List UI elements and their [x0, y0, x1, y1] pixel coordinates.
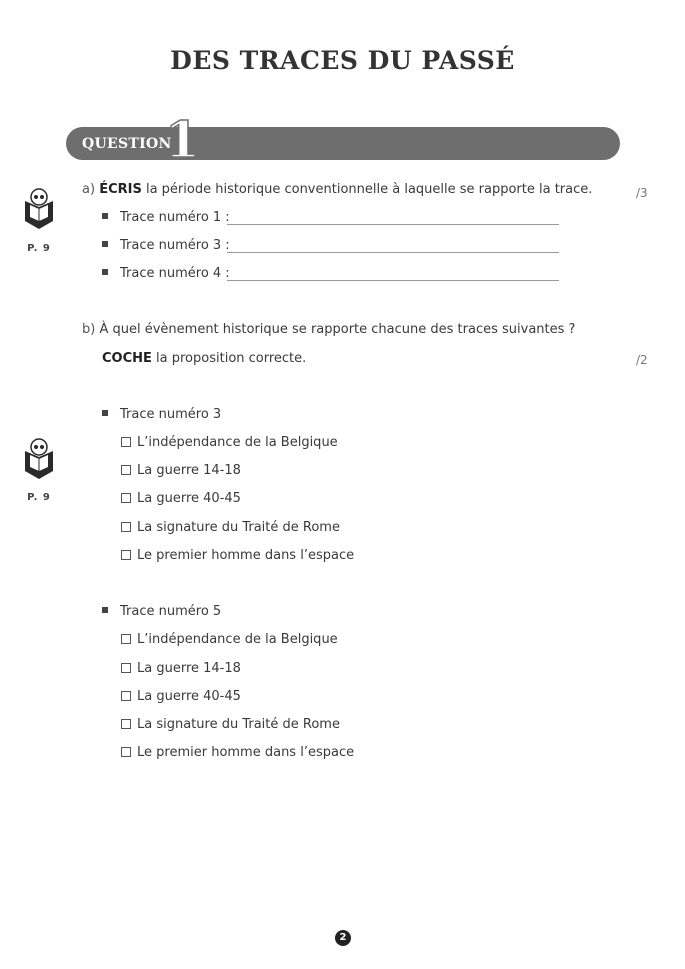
- checkbox-icon[interactable]: [121, 634, 131, 644]
- trace-label: Trace numéro 3 :: [120, 238, 230, 253]
- square-bullet-icon: [102, 213, 108, 219]
- trace-heading: [102, 604, 221, 619]
- checkbox-option[interactable]: [121, 717, 340, 732]
- list-item: [102, 238, 230, 253]
- checkbox-option[interactable]: [121, 491, 241, 506]
- checkbox-icon[interactable]: [121, 550, 131, 560]
- trace-label: Trace numéro 5: [120, 604, 222, 619]
- checkbox-option[interactable]: [121, 689, 241, 704]
- checkbox-option[interactable]: [121, 745, 354, 760]
- question-label: QUESTION: [82, 136, 172, 152]
- option-label: La signature du Traité de Rome: [137, 520, 340, 535]
- list-item: [102, 210, 230, 225]
- book-reader-icon: [23, 187, 55, 231]
- part-b-instruction-text: la proposition correcte.: [151, 351, 307, 366]
- square-bullet-icon: [102, 410, 108, 416]
- checkbox-icon[interactable]: [121, 691, 131, 701]
- answer-line[interactable]: [227, 252, 559, 253]
- option-label: La guerre 40-45: [137, 491, 241, 506]
- trace-label: Trace numéro 3: [120, 407, 222, 422]
- part-a-letter: a): [82, 182, 96, 197]
- square-bullet-icon: [102, 269, 108, 275]
- trace-label: Trace numéro 4 :: [120, 266, 230, 281]
- part-a-instruction: [82, 182, 592, 197]
- checkbox-option[interactable]: [121, 520, 340, 535]
- checkbox-icon[interactable]: [121, 522, 131, 532]
- part-b-letter: b): [82, 322, 96, 337]
- part-b-instruction: [102, 351, 306, 366]
- checkbox-icon[interactable]: [121, 465, 131, 475]
- option-label: La guerre 14-18: [137, 661, 241, 676]
- checkbox-option[interactable]: [121, 463, 241, 478]
- option-label: La signature du Traité de Rome: [137, 717, 340, 732]
- list-item: [102, 266, 230, 281]
- page-number: 2: [335, 930, 351, 946]
- square-bullet-icon: [102, 241, 108, 247]
- part-b-score: /2: [636, 353, 648, 367]
- part-b-verb: COCHE: [102, 351, 152, 366]
- checkbox-option[interactable]: [121, 661, 241, 676]
- page-reference: P. 9: [27, 492, 51, 503]
- checkbox-icon[interactable]: [121, 493, 131, 503]
- checkbox-icon[interactable]: [121, 747, 131, 757]
- trace-label: Trace numéro 1 :: [120, 210, 230, 225]
- part-a-score: /3: [636, 186, 648, 200]
- part-b-question: [82, 322, 575, 337]
- option-label: L’indépendance de la Belgique: [137, 435, 338, 450]
- option-label: La guerre 40-45: [137, 689, 241, 704]
- checkbox-icon[interactable]: [121, 719, 131, 729]
- option-label: Le premier homme dans l’espace: [137, 745, 355, 760]
- checkbox-option[interactable]: [121, 632, 338, 647]
- option-label: L’indépendance de la Belgique: [137, 632, 338, 647]
- answer-line[interactable]: [227, 224, 559, 225]
- checkbox-icon[interactable]: [121, 437, 131, 447]
- part-b-text: À quel évènement historique se rapporte chacune des traces suivantes ?: [99, 322, 576, 337]
- part-a-verb: ÉCRIS: [99, 182, 142, 197]
- page-title: DES TRACES DU PASSÉ: [170, 46, 515, 75]
- answer-line[interactable]: [227, 280, 559, 281]
- option-label: Le premier homme dans l’espace: [137, 548, 355, 563]
- book-reader-icon: [23, 437, 55, 481]
- option-label: La guerre 14-18: [137, 463, 241, 478]
- trace-heading: [102, 407, 221, 422]
- checkbox-option[interactable]: [121, 435, 338, 450]
- square-bullet-icon: [102, 607, 108, 613]
- page-reference: P. 9: [27, 243, 51, 254]
- part-a-text: la période historique conventionnelle à laquelle se rapporte la trace.: [141, 182, 593, 197]
- question-number: 1: [165, 110, 200, 169]
- checkbox-option[interactable]: [121, 548, 354, 563]
- checkbox-icon[interactable]: [121, 663, 131, 673]
